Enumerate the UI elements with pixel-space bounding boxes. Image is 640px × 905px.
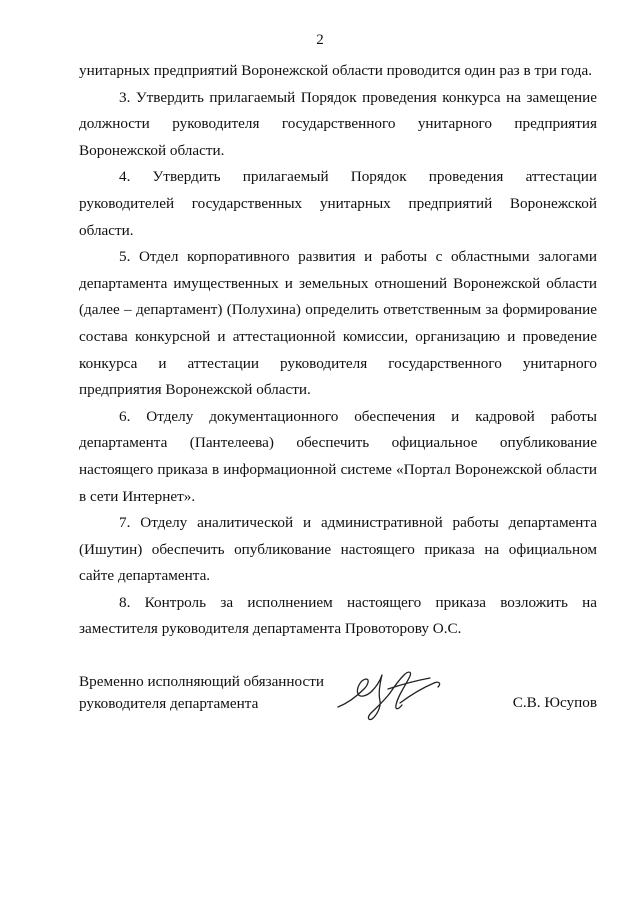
paragraph-item-6: 6. Отделу документационного обеспечения и кадровой работы департамента (Пантелеева) обеспечить официальное опубликование настоящего приказа в информационной системе «Портал Воронежской области в сети Интернет». bbox=[79, 407, 597, 505]
paragraph-item-7: 7. Отделу аналитической и административной работы департамента (Ишутин) обеспечить опубликование настоящего приказа на официальном сайте департамента. bbox=[79, 514, 597, 585]
signatory-position-line-2: руководителя департамента bbox=[79, 694, 259, 712]
handwritten-signature-icon bbox=[334, 663, 454, 727]
document-body bbox=[79, 58, 597, 643]
paragraph-item-8: 8. Контроль за исполнением настоящего приказа возложить на заместителя руководителя департамента Провоторову О.С. bbox=[79, 593, 597, 638]
signatory-name: С.В. Юсупов bbox=[512, 694, 597, 711]
paragraph-item-3: 3. Утвердить прилагаемый Порядок проведения конкурса на замещение должности руководителя государственного унитарного предприятия Воронежской области. bbox=[79, 88, 597, 159]
paragraph-item-5: 5. Отдел корпоративного развития и работы с областными залогами департамента имущественных и земельных отношений Воронежской области (далее – департамент) (Полухина) определить ответственным за формирование состава конкурсной и аттестационной комиссии, организацию и проведение конкурса и аттестации руководителя государственного унитарного предприятия Воронежской области. bbox=[79, 248, 597, 399]
page-number: 2 bbox=[316, 32, 324, 48]
signatory-position bbox=[79, 671, 324, 714]
paragraph-continuation: унитарных предприятий Воронежской области проводится один раз в три года. bbox=[79, 62, 593, 79]
signatory-position-line-1: Временно исполняющий обязанности bbox=[79, 673, 325, 690]
signature-block bbox=[79, 671, 597, 741]
paragraph-item-4: 4. Утвердить прилагаемый Порядок проведения аттестации руководителей государственных унитарных предприятий Воронежской области. bbox=[79, 168, 597, 239]
